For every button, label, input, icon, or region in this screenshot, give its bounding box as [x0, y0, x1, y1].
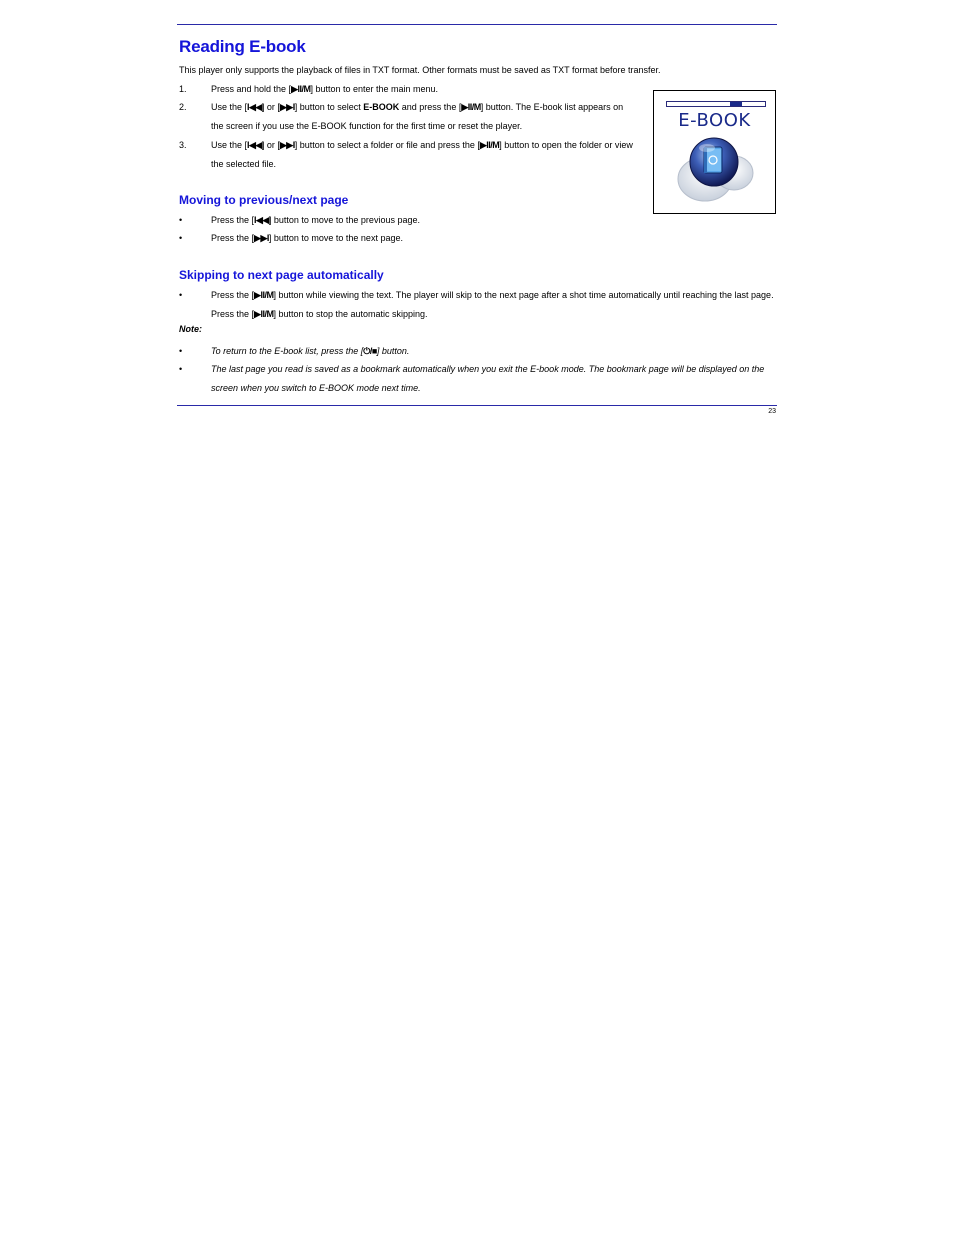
previous-icon: I◀◀: [247, 140, 262, 150]
previous-icon: I◀◀: [254, 215, 269, 225]
bullet: •: [179, 215, 183, 225]
note-return-text: To return to the E-book list, press the [⏻/■] button.: [211, 346, 410, 356]
figure-title: E-BOOK: [678, 110, 751, 131]
next-page-text: Press the [▶▶I] button to move to the next page.: [211, 233, 403, 243]
next-icon: ▶▶I: [279, 102, 295, 112]
play-pause-menu-icon: ▶II/M: [479, 140, 500, 150]
prev-page-text: Press the [I◀◀] button to move to the previous page.: [211, 215, 420, 225]
intro-text: This player only supports the playback of files in TXT format. Other formats must be saved as TXT format before transfer.: [179, 65, 661, 75]
bullet: •: [179, 233, 183, 243]
note-bookmark-text: The last page you read is saved as a bookmark automatically when you exit the E-book mode. The bookmark page will be displayed on the screen when you switch to E-BOOK mode next time.: [211, 364, 765, 393]
power-stop-icon: ⏻/■: [363, 346, 377, 356]
page-title: Reading E-book: [179, 37, 306, 56]
play-pause-menu-icon: ▶II/M: [254, 290, 274, 300]
section-title-prev-next: Moving to previous/next page: [179, 193, 349, 207]
note-label: Note:: [179, 324, 202, 334]
step-2-number: 2.: [179, 102, 187, 112]
bottom-rule: [177, 405, 777, 406]
top-rule: [177, 24, 777, 25]
auto-skip-text: Press the [▶II/M] button while viewing the text. The player will skip to the next page after a shot time automatically until reaching the last page. Press the [▶II/M] button to stop the automatic skipping.: [211, 290, 774, 319]
bullet: •: [179, 290, 183, 300]
next-icon: ▶▶I: [279, 140, 295, 150]
menu-progress-bar: [666, 101, 766, 107]
step-3-text: Use the [I◀◀] or [▶▶I] button to select a folder or file and press the [▶II/M] button to open the folder or view the selected file.: [211, 140, 633, 169]
book-icon: [672, 135, 758, 205]
play-pause-menu-icon: ▶II/M: [461, 102, 481, 112]
section-title-auto-skip: Skipping to next page automatically: [179, 268, 384, 282]
ebook-screen-figure: [653, 90, 776, 214]
step-1-number: 1.: [179, 84, 187, 94]
page-number: 23: [768, 408, 776, 415]
step-1-text: Press and hold the [▶II/M] button to enter the main menu.: [211, 84, 439, 94]
bullet: •: [179, 346, 183, 356]
play-pause-menu-icon: ▶II/M: [254, 308, 274, 319]
previous-icon: I◀◀: [247, 102, 262, 112]
next-icon: ▶▶I: [254, 233, 269, 243]
bullet: •: [179, 364, 183, 374]
step-3-number: 3.: [179, 140, 187, 150]
play-pause-menu-icon: ▶II/M: [291, 84, 311, 94]
step-2-text: Use the [I◀◀] or [▶▶I] button to select E-BOOK and press the [▶II/M] button. The E-book list appears on the screen if you use the E-BOOK function for the first time or reset the player.: [211, 102, 624, 131]
